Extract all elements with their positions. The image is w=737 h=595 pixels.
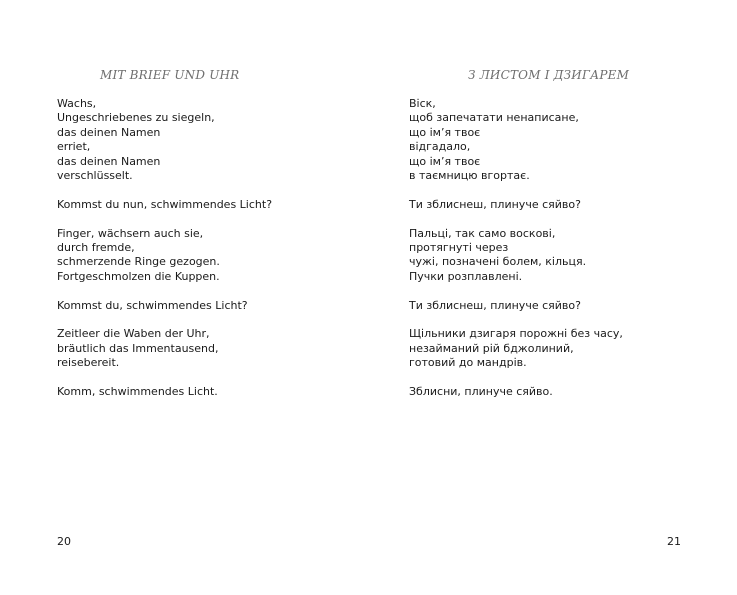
poem-line: erriet,: [57, 140, 91, 154]
poem-line: Komm, schwimmendes Licht.: [57, 385, 218, 399]
poem-line: Ти зблиснеш, плинуче сяйво?: [409, 197, 581, 211]
stanza: [57, 97, 272, 183]
stanza: [57, 327, 272, 370]
poem-line: Finger, wächsern auch sie,: [57, 226, 204, 240]
poem-body-german: [57, 97, 272, 414]
stanza: [57, 385, 272, 399]
stanza: [409, 327, 623, 370]
poem-line: Kommst du, schwimmendes Licht?: [57, 298, 248, 312]
poem-line: що ім’я твоє: [409, 125, 481, 139]
poem-line: в таємницю вгортає.: [409, 169, 530, 183]
poem-line: Kommst du nun, schwimmendes Licht?: [57, 197, 273, 211]
poem-line: das deinen Namen: [57, 125, 161, 139]
page-number: 20: [57, 535, 71, 548]
poem-line: das deinen Namen: [57, 154, 161, 168]
stanza: [409, 299, 623, 313]
stanza: [57, 227, 272, 285]
stanza: [409, 97, 623, 183]
poem-line: Zeitleer die Waben der Uhr,: [57, 327, 210, 341]
poem-line: Щільники дзигаря порожні без часу,: [409, 327, 623, 341]
poem-line: schmerzende Ringe gezogen.: [57, 255, 220, 269]
stanza: [57, 299, 272, 313]
poem-line: bräutlich das Immentausend,: [57, 341, 219, 355]
poem-line: reisebereit.: [57, 356, 120, 370]
left-page: [0, 0, 368, 595]
poem-line: Wachs,: [57, 97, 97, 110]
poem-title-ukrainian: З ЛИСТОМ І ДЗИГАРЕМ: [468, 68, 630, 82]
poem-line: Ти зблиснеш, плинуче сяйво?: [409, 298, 581, 312]
poem-line: протягнуті через: [409, 241, 509, 255]
poem-line: Fortgeschmolzen die Kuppen.: [57, 269, 220, 283]
stanza: [57, 198, 272, 212]
stanza: [409, 227, 623, 285]
page-number: 21: [667, 535, 681, 548]
poem-line: Зблисни, плинуче сяйво.: [409, 385, 553, 399]
poem-line: відгадало,: [409, 140, 471, 154]
stanza: [409, 385, 623, 399]
poem-line: durch fremde,: [57, 241, 135, 255]
poem-title-german: MIT BRIEF UND UHR: [100, 68, 240, 82]
poem-line: Ungeschriebenes zu siegeln,: [57, 111, 215, 125]
poem-line: щоб запечатати ненаписане,: [409, 111, 579, 125]
poem-line: що ім’я твоє: [409, 154, 481, 168]
poem-body-ukrainian: [409, 97, 623, 414]
poem-line: готовий до мандрів.: [409, 356, 527, 370]
poem-line: незайманий рій бджолиний,: [409, 341, 574, 355]
poem-line: verschlüsselt.: [57, 169, 133, 183]
poem-line: чужі, позначені болем, кільця.: [409, 255, 587, 269]
poem-line: Віск,: [409, 97, 436, 110]
poem-line: Пальці, так само воскові,: [409, 226, 556, 240]
stanza: [409, 198, 623, 212]
right-page: [368, 0, 737, 595]
poem-line: Пучки розплавлені.: [409, 269, 523, 283]
